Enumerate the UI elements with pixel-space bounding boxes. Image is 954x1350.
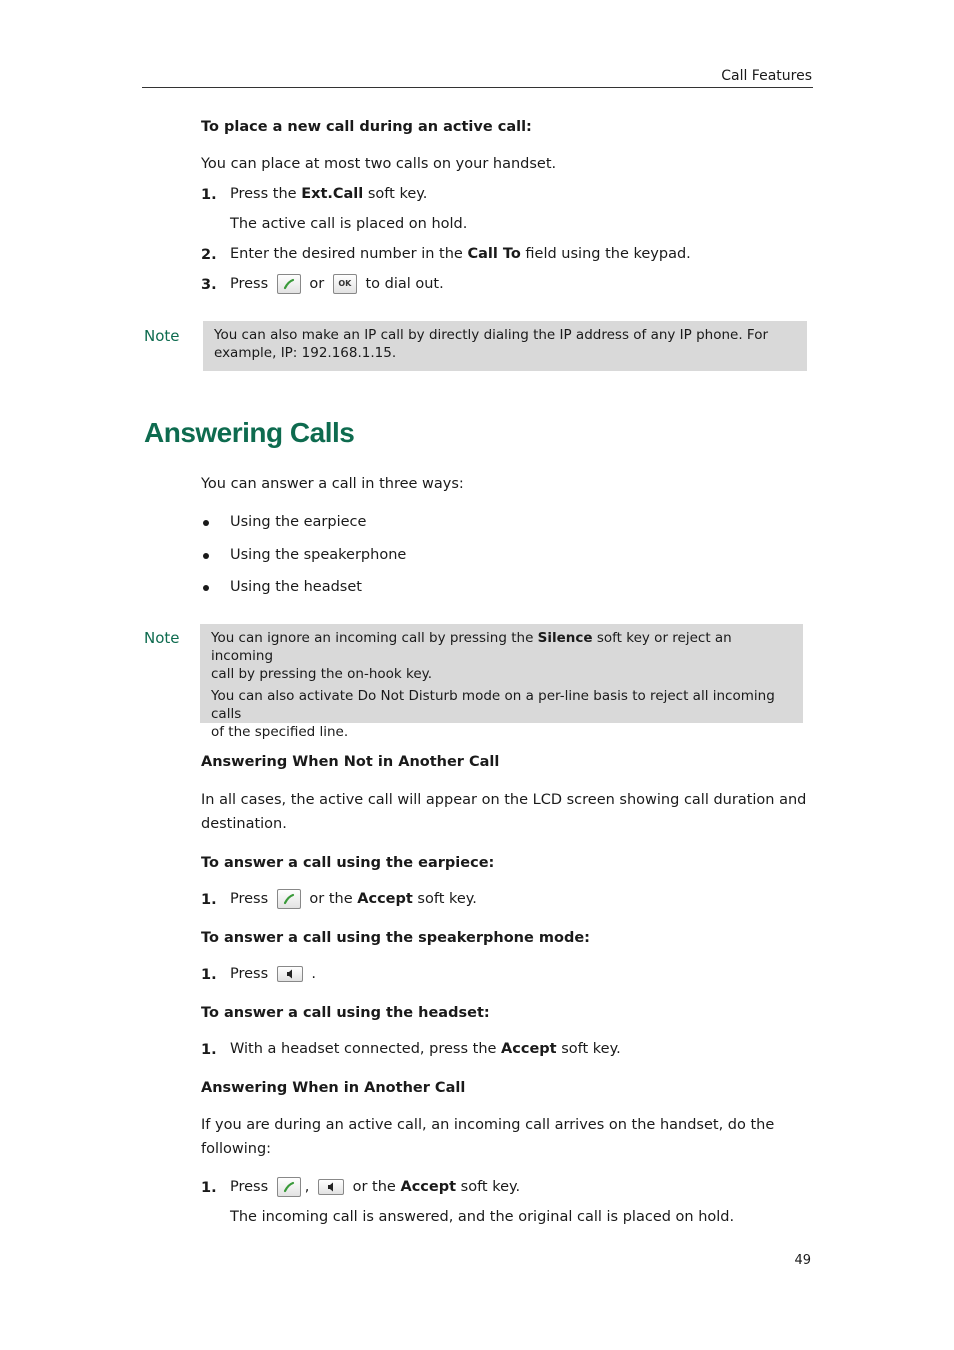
ok-key-label: OK	[338, 279, 352, 288]
step-number: 2.	[201, 247, 217, 263]
green-handset-icon	[277, 274, 301, 294]
note-box	[200, 624, 803, 740]
step-text: Press	[230, 1179, 269, 1195]
place-call-intro: You can place at most two calls on your handset.	[201, 156, 557, 172]
note-label: Note	[144, 629, 180, 647]
softkey-name: Accept	[501, 1041, 557, 1057]
paragraph-line: destination.	[201, 816, 287, 832]
step-number: 1.	[201, 1180, 217, 1196]
note-text	[211, 629, 792, 665]
step-number: 3.	[201, 277, 217, 293]
place-call-step-1	[230, 186, 427, 202]
step-text: to dial out.	[365, 276, 444, 292]
field-name: Call To	[467, 246, 521, 262]
step-text: Press the	[230, 186, 302, 202]
note-text: call by pressing the on-hook key.	[211, 666, 433, 682]
note-text: You can also make an IP call by directly dialing the IP address of any IP phone. For	[214, 327, 769, 343]
section-title: Answering Calls	[144, 417, 355, 448]
step-text: soft key.	[363, 186, 428, 202]
green-handset-icon	[277, 889, 301, 909]
step-text: Press	[230, 891, 269, 907]
paragraph-line: In all cases, the active call will appear on the LCD screen showing call duration and	[201, 792, 807, 808]
ok-key-icon	[333, 274, 357, 294]
step-text: or the	[309, 891, 358, 907]
note-text: You can also activate Do Not Disturb mode on a per-line basis to reject all incoming calls	[211, 688, 775, 722]
list-item: Using the speakerphone	[230, 547, 407, 563]
speaker-icon	[318, 1179, 344, 1195]
step-text: soft key.	[456, 1179, 521, 1195]
green-handset-icon	[277, 1177, 301, 1197]
procedure-heading: To answer a call using the earpiece:	[201, 855, 495, 871]
step-text: With a headset connected, press the	[230, 1041, 502, 1057]
bullet-dot	[203, 553, 209, 559]
list-item: Using the headset	[230, 579, 362, 595]
step-text: .	[311, 966, 316, 982]
softkey-name: Accept	[357, 891, 413, 907]
step-number: 1.	[201, 967, 217, 983]
speaker-icon	[277, 966, 303, 982]
answering-intro: You can answer a call in three ways:	[201, 476, 464, 492]
place-call-step-2	[230, 246, 691, 262]
paragraph-line: If you are during an active call, an incoming call arrives on the handset, do the	[201, 1117, 775, 1133]
place-call-heading: To place a new call during an active call:	[201, 119, 532, 135]
list-item: Using the earpiece	[230, 514, 367, 530]
step-text: ,	[304, 1179, 310, 1195]
paragraph-line: following:	[201, 1141, 272, 1157]
step-number: 1.	[201, 892, 217, 908]
step-text: field using the keypad.	[520, 246, 691, 262]
place-call-step-3	[230, 274, 444, 294]
step-text: Press	[230, 966, 269, 982]
speaker-step	[230, 966, 316, 982]
page-number: 49	[794, 1253, 811, 1268]
step-text: soft key.	[412, 891, 477, 907]
step-text: or the	[352, 1179, 401, 1195]
procedure-heading: To answer a call using the headset:	[201, 1005, 490, 1021]
headset-step	[230, 1041, 621, 1057]
earpiece-step	[230, 889, 477, 909]
header-rule	[142, 87, 813, 88]
note-text-part: soft key or reject an incoming	[211, 630, 732, 664]
step-number: 1.	[201, 187, 217, 203]
note-box	[203, 321, 807, 371]
softkey-name: Silence	[537, 630, 593, 646]
subsection-heading: Answering When Not in Another Call	[201, 754, 500, 770]
running-header: Call Features	[721, 68, 812, 84]
step-number: 1.	[201, 1042, 217, 1058]
step-text: soft key.	[556, 1041, 621, 1057]
softkey-name: Ext.Call	[301, 186, 364, 202]
in-call-step-result: The incoming call is answered, and the original call is placed on hold.	[230, 1209, 735, 1225]
subsection-heading: Answering When in Another Call	[201, 1080, 466, 1096]
step-text: Press	[230, 276, 269, 292]
step-text: Enter the desired number in the	[230, 246, 468, 262]
in-call-step	[230, 1177, 520, 1197]
softkey-name: Accept	[400, 1179, 457, 1195]
bullet-dot	[203, 520, 209, 526]
note-text-part: You can ignore an incoming call by pressing the	[211, 630, 538, 646]
note-text: of the specified line.	[211, 724, 349, 740]
note-label: Note	[144, 327, 180, 345]
place-call-step-1-result: The active call is placed on hold.	[230, 216, 468, 232]
procedure-heading: To answer a call using the speakerphone mode:	[201, 930, 590, 946]
step-text: or	[309, 276, 325, 292]
note-text: example, IP: 192.168.1.15.	[214, 345, 397, 361]
bullet-dot	[203, 585, 209, 591]
